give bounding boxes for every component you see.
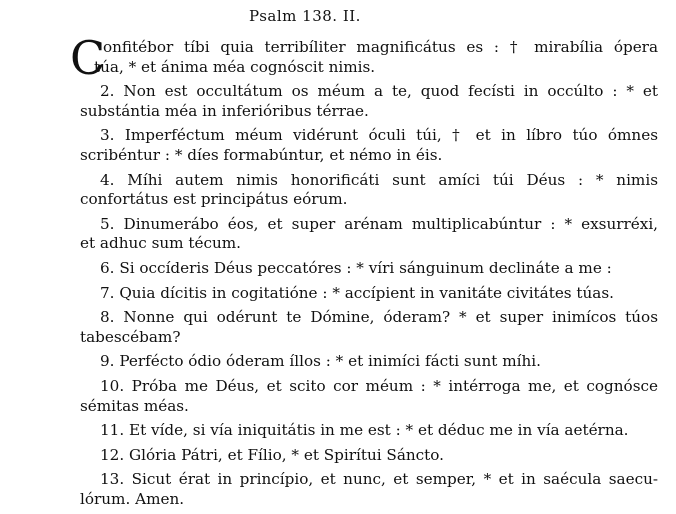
verse-line: 4. Míhi autem nimis honorificáti sunt amíci túi Déus : * nimis	[100, 170, 658, 189]
verse-line: 7. Quia dícitis in cogitatióne : * accípient in vanitáte civitátes túas.	[100, 283, 614, 302]
page	[70, 0, 660, 508]
verse-6	[80, 259, 658, 279]
psalm-text	[70, 31, 658, 514]
verse-line: 11. Et víde, si vía iniquitátis in me est : * et déduc me in vía aetérna.	[100, 421, 629, 440]
verse-11	[80, 421, 658, 441]
verse-line: lórum. Amen.	[80, 489, 185, 508]
verse-line: 6. Si occíderis Déus peccatóres : * víri sánguinum declináte a me :	[100, 258, 612, 277]
verse-line: 9. Perfécto ódio óderam íllos : * et inimíci fácti sunt míhi.	[100, 352, 541, 371]
verse-2	[80, 82, 658, 121]
verse-line: substántia méa in inferióribus térrae.	[80, 101, 369, 120]
verse-line: tabescébam?	[80, 327, 181, 346]
verse-4	[80, 171, 658, 210]
verse-8	[80, 308, 658, 347]
verse-line: 13. Sicut érat in princípio, et nunc, et semper, * et in saécula saecu-	[100, 470, 658, 489]
verse-line: confortátus est principátus eórum.	[80, 190, 348, 209]
drop-cap: C	[70, 31, 106, 85]
verse-line: 10. Próba me Déus, et scito cor méum : * intérroga me, et cognósce	[100, 376, 658, 395]
verse-line: scribéntur : * díes formabúntur, et némo in éis.	[80, 145, 443, 164]
verse-line: 8. Nonne qui odérunt te Dómine, óderam? * et super inimícos túos	[100, 308, 658, 327]
verse-10	[80, 377, 658, 416]
verse-13	[80, 470, 658, 509]
verse-3	[80, 126, 658, 165]
verse-line: 3. Imperféctum méum vidérunt óculi túi, † et in líbro túo ómnes	[100, 126, 658, 145]
verse-line: onfitébor tíbi quia terribíliter magnificátus es : † mirabília ópera	[103, 38, 658, 56]
verse-line: 5. Dinumerábo éos, et super arénam multiplicabúntur : * exsurréxi,	[100, 214, 658, 233]
verse-line: 2. Non est occultátum os méum a te, quod fecísti in occúlto : * et	[100, 82, 658, 101]
verse-9	[80, 352, 658, 372]
verse-line: et adhuc sum técum.	[80, 234, 242, 253]
page-title: Psalm 138. II.	[249, 7, 361, 25]
verse-line: túa, * et ánima méa cognóscit nimis.	[94, 57, 376, 76]
verse-5	[80, 215, 658, 254]
verse-12	[80, 446, 658, 466]
verse-list	[80, 82, 658, 509]
verse-7	[80, 284, 658, 304]
verse-line: 12. Glória Pátri, et Fílio, * et Spirítui Sáncto.	[100, 445, 444, 464]
verse-1	[70, 31, 658, 85]
verse-line: sémitas méas.	[80, 396, 189, 415]
